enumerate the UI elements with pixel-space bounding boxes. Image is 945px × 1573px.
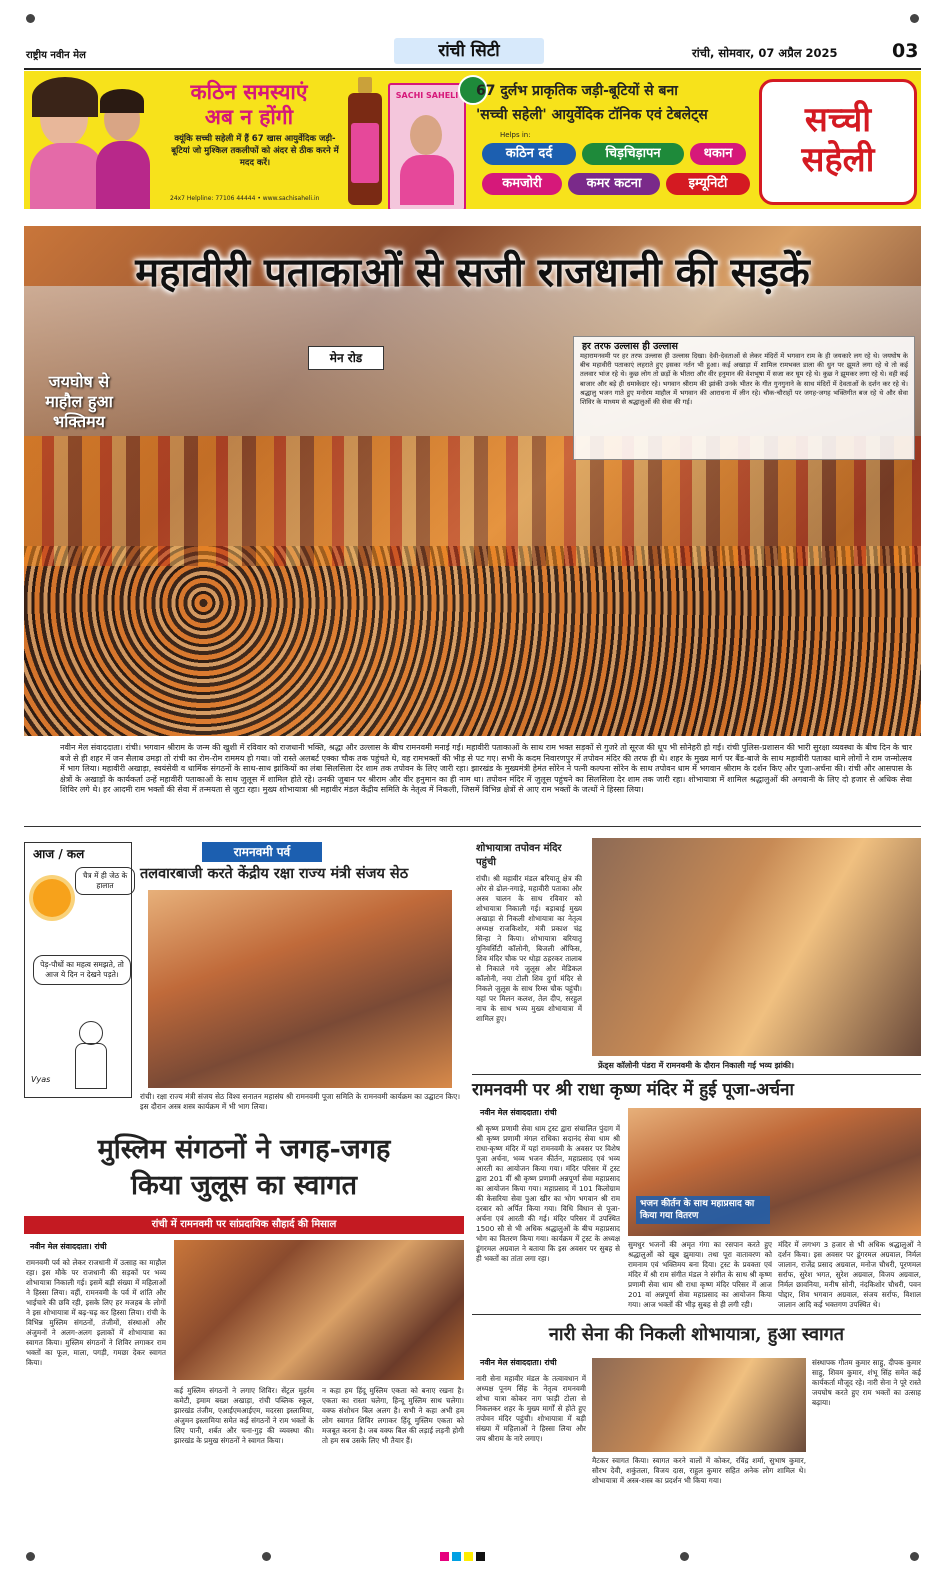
registration-mark — [680, 1552, 689, 1561]
radha-krishna-col3: मंदिर में लगभग 3 हजार से भी अधिक श्रद्धालुओं ने दर्शन किया। इस अवसर पर डूंगरमल अग्रवाल, निर्मल जालान, राजेंद्र प्रसाद अग्रवाल, मनोज चौधरी, पूरणमल सर्राफ, सुरेश भगत, सुरेश अग्रवाल, विजय अग्रवाल, निर्मल छावनिया, मनीष सोनी, नंदकिशोर चौधरी, पवन पोद्दार, शिव भगवान अग्रवाल, संजय सर्राफ, विशाल जालान आदि कई भक्तगण उपस्थित थे। — [778, 1240, 921, 1309]
registration-mark — [910, 14, 919, 23]
nari-headline: नारी सेना की निकली शोभायात्रा, हुआ स्वागत — [548, 1324, 845, 1345]
helps-in-label: Helps in: — [500, 131, 531, 139]
color-swatch — [464, 1552, 473, 1561]
cartoon-signature: Vyas — [31, 1075, 51, 1084]
registration-mark — [26, 1552, 35, 1561]
tablet-box — [388, 83, 466, 209]
radha-krishna-headline: रामनवमी पर श्री राधा कृष्ण मंदिर में हुई पूजा-अर्चना — [472, 1080, 794, 1100]
brand-logo — [759, 79, 917, 205]
divider — [24, 826, 921, 827]
muslim-headline — [24, 1132, 464, 1204]
masthead — [24, 38, 921, 70]
masthead-brand: राष्ट्रीय नवीन मेल — [26, 50, 86, 61]
cartoon-figure — [65, 1021, 115, 1091]
page-number: 03 — [892, 40, 919, 62]
section-label: रांची सिटी — [394, 38, 544, 64]
sun-icon — [33, 879, 71, 917]
radha-krishna-photo-caption: भजन कीर्तन के साथ महाप्रसाद का किया गया वितरण — [636, 1196, 770, 1224]
ad-headline — [164, 79, 334, 129]
chip-1: कठिन दर्द — [482, 143, 576, 165]
lead-box-title: हर तरफ उल्लास ही उल्लास — [582, 341, 678, 352]
muslim-col3: न कहा हम हिंदू मुस्लिम एकता को बनाए रखना है। एकता का रास्ता चलेगा, हिन्दू मुस्लिम साथ चलेगा। वक्फ संशोधन बिल अलग है। सभी ने कहा अभी हम लोग स्वागत शिविर लगाकर हिंदू मुस्लिम एकता को मजबूत करना है। जब वक्फ बिल की लड़ाई लड़नी होगी तो हम सब उसके लिए भी तैयार हैं। — [322, 1386, 464, 1445]
ad-headline-line2: अब न होंगी — [204, 104, 294, 129]
ad-tagline-line2: 'सच्ची सहेली' आयुर्वेदिक टॉनिक एवं टेबलेट्स — [476, 107, 708, 123]
ad-copy: क्यूंकि सच्ची सहेली में हैं 67 खास आयुर्वेदिक जड़ी-बूटियां जो मुश्किल तकलीफों को अंदर से ठीक करने में मदद करें। — [171, 134, 339, 168]
muslim-headline-line1: मुस्लिम संगठनों ने जगह-जगह — [97, 1134, 391, 1165]
ad-tagline-line1: 67 दुर्लभ प्राकृतिक जड़ी-बूटियों से बना — [476, 83, 678, 99]
registration-mark — [262, 1552, 271, 1561]
brand-logo-text: सच्ची सहेली — [801, 100, 875, 180]
chip-5: कमर कटना — [568, 173, 660, 195]
muslim-col2: कई मुस्लिम संगठनों ने लगाए शिविर। सेंट्रल मुहर्रम कमेटी, इमाम बख्श अखाड़ा, रांची पब्लिक स्कूल, झारखंड तंजीम, एआईएमआईएम, मदरसा इस्लामिया, अंजुमन इस्लामिया समेत कई संगठनों ने राम भक्तों के लिए पानी, शर्बत और चना-गुड़ की व्यवस्था की। झारखंड के प्रमुख संगठनों ने स्वागत किया। — [174, 1386, 314, 1445]
registration-mark — [26, 14, 35, 23]
dateline: रांची, सोमवार, 07 अप्रैल 2025 — [692, 46, 838, 60]
muslim-byline: नवीन मेल संवाददाता। रांची — [30, 1242, 107, 1251]
parv-caption: रांची। रक्षा राज्य मंत्री संजय सेठ विश्व सनातन महासंघ श्री रामनवमी पूजा समिति के रामनवमी कार्यक्रम का उद्घाटन किए। इस दौरान अस्त्र शस्त्र कार्यक्रम में भी भाग लिया। — [140, 1092, 460, 1111]
parv-photo — [148, 890, 452, 1088]
lead-box — [573, 336, 915, 460]
cartoon-bubble-1: चैत्र में ही जेठ के हालात — [75, 867, 135, 895]
radha-krishna-byline: नवीन मेल संवाददाता। रांची — [480, 1108, 557, 1117]
chip-2: चिड़चिड़ापन — [582, 143, 684, 165]
registration-mark — [910, 1552, 919, 1561]
divider — [472, 1314, 921, 1315]
tapovan-photo-caption: फ्रेंड्स कॉलोनी पंडरा में रामनवमी के दौरान निकाली गई भव्य झांकी। — [598, 1061, 795, 1070]
parv-label: रामनवमी पर्व — [202, 842, 322, 862]
photo-tag: मेन रोड — [308, 346, 384, 370]
parv-headline: तलवारबाजी करते केंद्रीय रक्षा राज्य मंत्री संजय सेठ — [140, 865, 409, 882]
lead-photo — [24, 226, 921, 736]
muslim-photo — [174, 1240, 464, 1380]
nari-col2: मैटकर स्वागत किया। स्वागत करने वालों में कोकर, रविंद्र शर्मा, सुभाष कुमार, सौरभ देवी, शकुंतला, विजय दास, राहुल कुमार सहित अनेक लोग शामिल थे। शोभायात्रा में अस्त्र-शस्त्र का प्रदर्शन भी किया गया। — [592, 1456, 806, 1485]
ad-helpline: 24x7 Helpline: 77106 44444 • www.sachisaheli.in — [170, 195, 320, 202]
color-swatch — [440, 1552, 449, 1561]
radha-krishna-col1: श्री कृष्ण प्रणामी सेवा धाम ट्रस्ट द्वारा संचालित पुंदाग में श्री कृष्ण प्रणामी मंगल राधिका सदानंद सेवा धाम श्री राधा-कृष्ण मंदिर में यहां रामनवमी के अवसर पर विशेष पूजा अर्चना, भव्य भजन कीर्तन, महाप्रसाद एवं भव्य आरती का आयोजन किया गया। मंदिर परिसर में ट्रस्ट द्वारा 201 वीं श्री कृष्ण प्रणामी अन्नपूर्णा सेवा महाप्रसाद का आयोजन किया गया। महाप्रसाद में 101 किलोग्राम की केसरिया सेवा पुआ खीर का भोग भगवान श्री राम दरबार को अर्पित किया गया। विधि विधान से पूजा-अर्चना एवं आरती की गई। मंदिर परिसर में उपस्थित 1500 सौ से भी अधिक श्रद्धालुओं के बीच महाप्रसाद भोग का वितरण किया गया। कार्यक्रम में ट्रस्ट के अध्यक्ष डूंगरमल अग्रवाल ने बताया कि इस अवसर पर सुबह से ही भक्तों का तांता लगा रहा। — [476, 1124, 620, 1263]
parv-box — [140, 842, 460, 1128]
tapovan-headline: शोभायात्रा तपोवन मंदिर पहुंची — [476, 843, 562, 868]
lead-headline: महावीरी पताकाओं से सजी राजधानी की सड़कें — [135, 249, 810, 296]
lead-box-text: महारामनवमी पर हर तरफ उल्लास ही उल्लास दिखा। देवी-देवताओं से लेकर मंदिरों में भगवान राम के ही जयकारे लग रहे थे। जयघोष के बीच महावीरी पताकाएं लहराते हुए इसका नर्तन भी हुआ। कई अखाड़ा में शामिल रामभक्त डाला की धुन पर झूमते लगा रहे थे तो कई तलवार भांज रहे थे। कुछ लोग तो छड़ों के भीतरा और वीर हनुमान की वेशभूषा में सजा कर घूम रहे थे। कुछ ने झूमकर लगा रहे थे। वही कई बाजार और बड़े ही धमाकेदार रहे। भगवान श्रीराम की झांकी उनके भीतर के गीत गुनगुनाने के साथ मंदिरों में देवताओं के दर्शन कर रहे थे। श्रद्धालु भजन गाते हुए मनोरम माहौल में भगवान की आराधना में लीन रहे। चौक-चौराहों पर जगह-जगह भक्तिगीत बज रहे थे और सेवा शिविर के माध्यम से श्रद्धालुओं की सेवा की गई। — [580, 352, 908, 407]
muslim-col1: रामनवमी पर्व को लेकर राजधानी में उत्साह का माहौल रहा। इस मौके पर राजधानी की सड़कों पर भव्य शोभायात्रा निकाली गई। इसमें बड़ी संख्या में महिलाओं ने हिस्सा लिया। वहीं, रामनवमी के पर्व में शांति और भाईचारे की छवि रही, इसके लिए हर मजहब के लोगों ने इस शोभायात्रा में बढ़-चढ़ कर हिस्सा लिया। रांची के विभिन्न मुस्लिम संगठनों, तंजीमों, संस्थाओं और अंजुमनों ने अलग-अलग इलाकों में शोभायात्रा का स्वागत किया। मुस्लिम संगठनों ने शिविर लगाकर राम भक्तों का फूल, माला, पगड़ी, गमछा देकर स्वागत किया। — [26, 1258, 166, 1367]
box-label: SACHI SAHELI — [395, 91, 459, 100]
divider — [472, 1074, 921, 1075]
advertisement — [24, 71, 921, 209]
nari-byline: नवीन मेल संवाददाता। रांची — [480, 1358, 557, 1367]
nari-photo — [592, 1358, 806, 1452]
ad-headline-line1: कठिन समस्याएं — [190, 79, 308, 104]
chip-4: कमजोरी — [482, 173, 562, 195]
tapovan-body: रांची। श्री महावीर मंडल बरियातू क्षेत्र की ओर से ढोल-नगाड़े, महावीरी पताका और अस्त्र चालन के साथ रविवार को शोभायात्रा निकाली गई। बड़ाबाई मुख्य अखाड़ा से निकली शोभायात्रा का नेतृत्व अध्यक्ष राजकिशोर, मंत्री प्रकाश चंद्र सिन्हा ने किया। शोभायात्रा बरियातू यूनिवर्सिटी कॉलोनी, बिजली ऑफिस, शिव मंदिर चौक पर थोड़ा ठहरकर तालाब से निकाले गये जुलूस और मेडिकल कॉलोनी, नया टोली शिव दुर्गा मंदिर से निकले जुलूस के साथ रिम्स चौक पहुंची। यहां पर मिलन कलश, तेल दीप, सरहुल नाच के साथ भव्य मुख्य शोभायात्रा में शामिल हुए। — [476, 874, 582, 1023]
tonic-bottle — [344, 77, 386, 205]
nari-col3: संस्थापक गौतम कुमार साहु, दीपक कुमार साहु, शिवम कुमार, शंभू सिंह समेत कई कार्यकर्ता मौजूद रहे। नारी सेना ने पूरे रास्ते जयघोष करते हुए राम भक्तों का उत्साह बढ़ाया। — [812, 1358, 921, 1407]
color-swatch — [476, 1552, 485, 1561]
nari-col1: नारी सेना महावीर मंडल के तत्वावधान में अध्यक्ष पूनम सिंह के नेतृत्व रामनवमी शोभा यात्रा कोकर नाग फाड़ी टोला से निकलकर शहर के मुख्य मार्गों से होते हुए तपोवन मंदिर पहुंची। शोभायात्रा में बड़ी संख्या में महिलाओं ने हिस्सा लिया और जय श्रीराम के नारे लगाए। — [476, 1374, 586, 1443]
color-swatch — [452, 1552, 461, 1561]
muslim-headline-line2: किया जुलूस का स्वागत — [130, 1170, 357, 1201]
tapovan-photo — [592, 838, 921, 1056]
radha-krishna-col2: सुमधुर भजनों की अमृत गंगा का रसपान करते हुए श्रद्धालुओं को खूब झुमाया। तथा पूरा वातावरण को रामनाम एवं भक्तिमय बना दिया। ट्रस्ट के प्रवक्ता एवं मंदिर में श्री राम संगीत मंडल ने संगीत के साथ श्री कृष्ण प्रणामी सेवा धाम श्री राधा कृष्ण मंदिर परिसर में आज 201 वां अन्नपूर्णा सेवा महाप्रसाद का आयोजन किया गया। आज भक्तों की भीड़ सुबह से ही लगी रही। — [628, 1240, 772, 1309]
lead-body: नवीन मेल संवाददाता। रांची। भगवान श्रीराम के जन्म की खुशी में रविवार को राजधानी भक्ति, श्रद्धा और उल्लास के बीच रामनवमी मनाई गई। महावीरी पताकाओं के साथ राम भक्त सड़कों से गुजरे तो सूरज की धूप भी सोनेहरी हो गई। रांची पुलिस-प्रशासन की भारी सुरक्षा व्यवस्था के बीच दिन के चार बजे से ही शहर में जन सैलाब उमड़ा तो रांची का रोम-रोम राममय हो गया। जो रास्ते अलबर्ट एक्का चौक तक पहुंचते थे, वह रामभक्तों की भीड़ से पट गए। सभी के कदम निवारणपुर में तपोवन मंदिर की तरफ ही थे। शहर के मुख्य मार्ग पर बैंड-बाजे के साथ महावीरी पताका थामे लोगों ने राम जन्मोत्सव में भाग लिया। महावीरी अखाड़ा, स्वयंसेवी व धार्मिक संगठनों के साथ-साथ झांकियों का लंबा सिलसिला देर शाम तक तपोवन के लिए जारी रहा। झारखंड के मुख्यमंत्री हेमंत सोरेन ने पत्नी कल्पना सोरेन के साथ तपोवन धाम में भगवान श्रीराम के दर्शन किए और पूजा-अर्चना की। रांची और आसपास के क्षेत्रों के अखाड़ों के कार्यकर्ता उन्हें महावीरी पताकाओं के साथ जुलूस में शामिल होते रहे। उनकी जुबान पर श्रीराम और वीर हनुमान का ही नाम था। तपोवन मंदिर में जुलूस पहुंचने का सिलसिला देर शाम तक जारी रहा। शोभायात्रा में शामिल श्रद्धालुओं की अगवानी के लिए दो हजार से अधिक सेवा शिविर लगे थे। हर आदमी राम भक्तों की सेवा में तन्मयता से जुटा रहा। मुख्य शोभायात्रा श्री महावीर मंडल केंद्रीय समिति के नेतृत्व में निकली, जिसमें विभिन्न क्षेत्रों से आए राम भक्तों के जत्थों ने हिस्सा लिया। — [60, 743, 912, 795]
cartoon — [24, 842, 132, 1098]
cartoon-tab: आज / कल — [33, 847, 85, 861]
muslim-ribbon: रांची में रामनवमी पर सांप्रदायिक सौहार्द की मिसाल — [24, 1216, 464, 1234]
cartoon-bubble-2: पेड़-पौधों का महत्व समझते, तो आज ये दिन न देखने पड़ते। — [33, 955, 131, 985]
tapovan-story — [472, 842, 584, 1092]
ad-model-photo — [30, 77, 160, 209]
chip-3: थकान — [690, 143, 746, 165]
ad-tagline — [476, 79, 746, 127]
chip-6: इम्यूनिटी — [666, 173, 750, 195]
side-caption: जयघोष से माहौल हुआ भक्तिमय — [45, 372, 113, 431]
